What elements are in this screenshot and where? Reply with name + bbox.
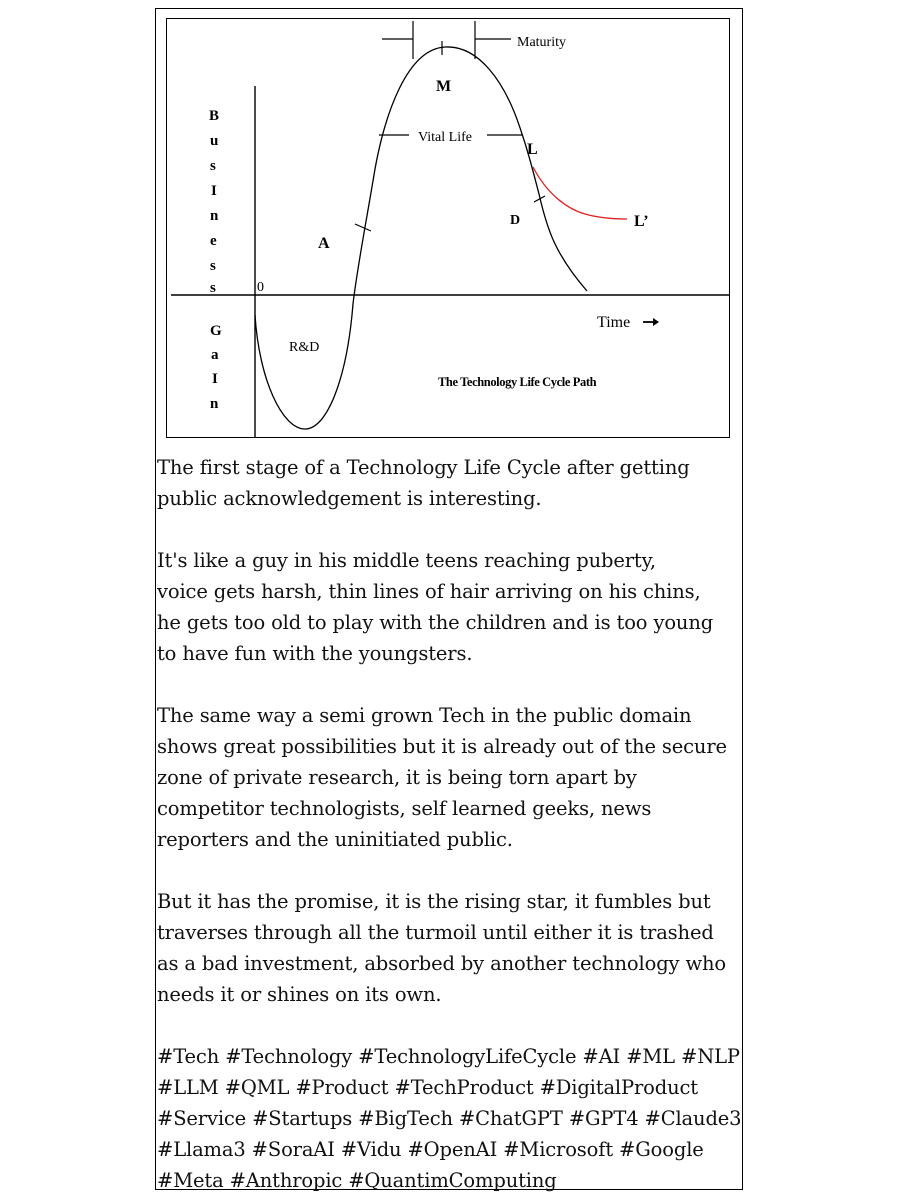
rd-label: R&D — [289, 340, 320, 355]
svg-text:e: e — [210, 233, 217, 249]
svg-text:n: n — [210, 208, 219, 224]
y-axis-label-business — [209, 108, 219, 296]
life-cycle-curve — [255, 47, 587, 429]
svg-text:s: s — [210, 258, 216, 274]
a-tick — [355, 224, 371, 231]
figure-title: The Technology Life Cycle Path — [438, 375, 597, 389]
technology-life-cycle-diagram — [166, 18, 730, 438]
d-label: D — [510, 213, 521, 228]
svg-text:I: I — [212, 371, 218, 387]
alternative-decline-curve — [533, 167, 627, 219]
y-axis-label-gain — [210, 323, 222, 412]
paragraph-3: The same way a semi grown Tech in the public domain shows great possibilities but it is already out of the secure zone of private research, it is being torn apart by competitor technologists, self learned geeks, news reporters and the uninitiated public. — [157, 704, 727, 851]
svg-text:G: G — [210, 323, 222, 339]
svg-text:B: B — [209, 108, 220, 124]
svg-text:s: s — [210, 280, 216, 296]
svg-text:I: I — [211, 183, 217, 199]
maturity-label: Maturity — [517, 35, 566, 50]
paragraph-1: The first stage of a Technology Life Cycle after getting public acknowledgement is interesting. — [157, 456, 690, 510]
post-body — [157, 452, 741, 1196]
vital-life-label: Vital Life — [418, 130, 472, 145]
m-label: M — [436, 78, 452, 95]
l-prime-label: L’ — [634, 213, 649, 230]
time-axis-label: Time — [597, 314, 631, 331]
l-label: L — [527, 141, 538, 158]
svg-text:a: a — [211, 347, 219, 363]
diagram-canvas — [167, 19, 729, 437]
paragraph-4: But it has the promise, it is the rising star, it fumbles but traverses through all the turmoil until either it is trashed as a bad investment, absorbed by another technology who needs it or shines on its own. — [157, 890, 726, 1006]
hashtags: #Tech #Technology #TechnologyLifeCycle #AI #ML #NLP #LLM #QML #Product #TechProduct #DigitalProduct #Service #Startups #BigTech #ChatGPT #GPT4 #Claude3 #Llama3 #SoraAI #Vidu #OpenAI #Microsoft #Google #Meta #Anthropic #QuantimComputing — [157, 1045, 742, 1192]
svg-text:n: n — [210, 396, 219, 412]
a-label: A — [318, 235, 330, 252]
paragraph-2: It's like a guy in his middle teens reaching puberty, voice gets harsh, thin lines of hair arriving on his chins, he gets too old to play with the children and is too young to have fun with the youngsters. — [157, 549, 714, 665]
time-arrow-icon — [643, 318, 659, 326]
origin-label: 0 — [257, 280, 264, 295]
svg-text:s: s — [210, 158, 216, 174]
svg-text:u: u — [210, 133, 219, 149]
